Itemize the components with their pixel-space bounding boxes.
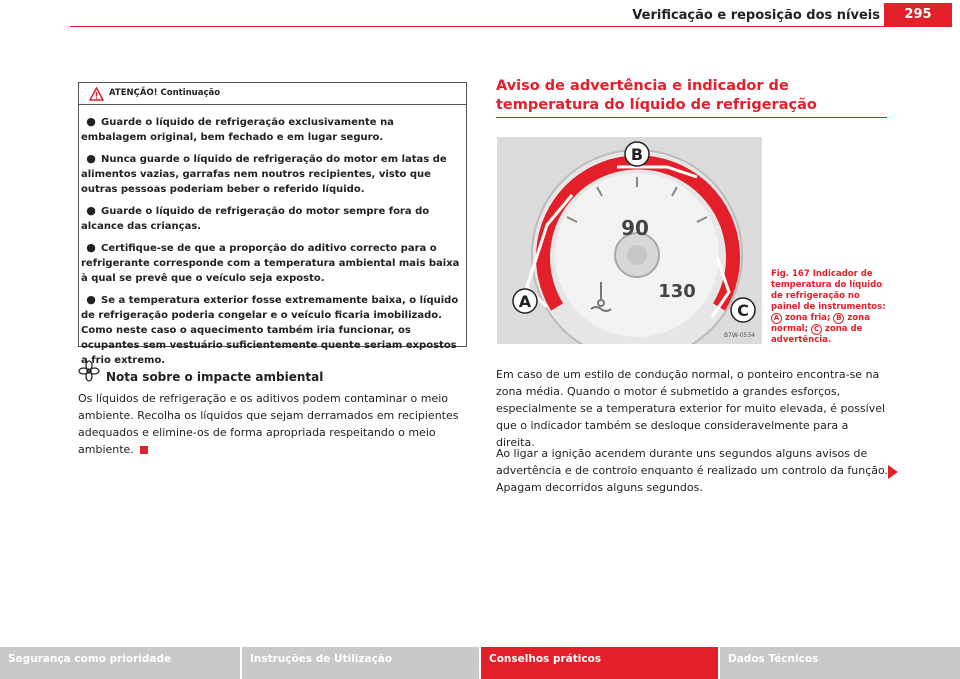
warning-item — [81, 151, 462, 197]
warning-item-text: Guarde o líquido de refrigeração do motor sempre fora do alcance das crianças. — [81, 206, 430, 232]
gauge-figure — [497, 137, 762, 344]
warning-item — [81, 114, 462, 145]
label-a: A — [518, 292, 532, 311]
zone-c-marker: C — [811, 324, 822, 335]
section-divider — [496, 117, 887, 118]
warning-item-text: Certifique-se de que a proporção do aditivo correcto para o refrigerante corresponde com a temperatura ambiental mais baixa à qual se prevê que o veículo seja exposto. — [81, 243, 460, 284]
warning-item — [81, 292, 462, 368]
warning-item-text: Guarde o líquido de refrigeração exclusivamente na embalagem original, bem fechado e em lugar seguro. — [81, 117, 394, 143]
flower-icon — [78, 360, 100, 382]
zone-b-text: zona normal; — [771, 313, 870, 334]
figure-caption — [771, 269, 891, 346]
section-end-marker — [140, 446, 148, 454]
footer-tab-instructions[interactable]: Instruções de Utilização — [242, 647, 479, 679]
environment-note-body — [78, 390, 470, 458]
figure-code: B7W-0534 — [723, 332, 755, 339]
zone-b-marker: B — [833, 313, 844, 324]
gauge-mark-90: 90 — [621, 216, 649, 240]
bullet-icon: ● — [86, 152, 96, 165]
zone-a-marker: A — [771, 313, 782, 324]
footer-tab-technical-data[interactable]: Dados Técnicos — [720, 647, 960, 679]
zone-c-text: zona de advertência. — [771, 324, 863, 345]
environment-note-header — [78, 360, 470, 386]
page-header — [0, 0, 960, 30]
page-title: Verificação e reposição dos níveis — [632, 8, 880, 23]
warning-list — [79, 105, 466, 368]
footer-tab-safety[interactable]: Segurança como prioridade — [0, 647, 240, 679]
footer-tab-practical-tips[interactable]: Conselhos práticos — [481, 647, 718, 679]
figure-caption-text: Indicador de temperatura do líquido de refrigeração no painel de instrumentos: — [771, 269, 886, 312]
header-divider — [70, 26, 952, 27]
body-paragraph: Ao ligar a ignição acendem durante uns segundos alguns avisos de advertência e de controlo enquanto é realizado um controlo da função. Apagam decorridos alguns segundos. — [496, 447, 889, 494]
bullet-icon: ● — [86, 115, 96, 128]
next-page-arrow-icon[interactable] — [888, 465, 898, 479]
warning-item — [81, 203, 462, 234]
label-c: C — [737, 301, 749, 320]
environment-note — [78, 360, 470, 458]
gauge-mark-130: 130 — [658, 281, 696, 302]
environment-note-title: Nota sobre o impacte ambiental — [106, 370, 324, 384]
warning-item-text: Nunca guarde o líquido de refrigeração do motor em latas de alimentos vazias, garrafas nem noutros recipientes, visto que outras pessoas poderiam beber o referido líquido. — [81, 154, 447, 195]
warning-title: ATENÇÃO! Continuação — [109, 88, 221, 98]
figure-number: Fig. 167 — [771, 269, 810, 279]
warning-item — [81, 240, 462, 286]
zone-a-text: zona fria; — [784, 313, 831, 323]
body-paragraph: Em caso de um estilo de condução normal, o ponteiro encontra-se na zona média. Quando o motor é submetido a grandes esforços, especialmente se a temperatura exterior for muito elevada, é possível que o indicador também se desloque consideravelmente para a direita. — [496, 368, 886, 449]
warning-item-text: Se a temperatura exterior fosse extremamente baixa, o líquido de refrigeração poderia congelar e o veículo ficaria imobilizado. Como neste caso o aquecimento também iria funcionar, os ocupantes sem vestuário suficientemente quente seriam expostos a frio extremo. — [81, 295, 459, 366]
environment-note-text: Os líquidos de refrigeração e os aditivos podem contaminar o meio ambiente. Recolha os líquidos que sejam derramados em recipientes adequados e elimine-os de forma apropriada respeitando o meio ambiente. — [78, 392, 459, 456]
footer-nav — [0, 647, 960, 679]
section-title: Aviso de advertência e indicador de temperatura do líquido de refrigeração — [496, 78, 817, 113]
temperature-gauge-illustration — [497, 137, 762, 344]
bullet-icon: ● — [86, 293, 96, 306]
page-number: 295 — [884, 3, 952, 27]
warning-header — [79, 83, 466, 105]
warning-box — [78, 82, 467, 366]
warning-triangle-icon — [89, 87, 104, 101]
bullet-icon: ● — [86, 204, 96, 217]
bullet-icon: ● — [86, 241, 96, 254]
label-b: B — [630, 145, 644, 164]
